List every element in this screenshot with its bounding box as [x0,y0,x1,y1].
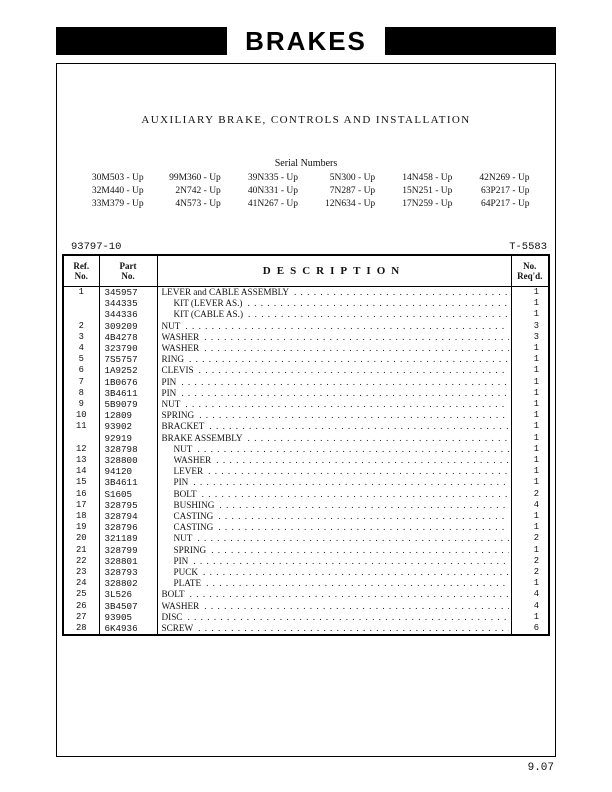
qty-cell: 2 [511,556,549,567]
table-row [63,410,549,421]
desc-text: CASTING [173,522,214,533]
desc-cell [157,533,511,544]
part-cell: 92919 [99,433,157,444]
dot-leader [197,533,508,544]
table-row [63,500,549,511]
desc-line [162,287,511,298]
dot-leader [189,354,509,365]
dot-leader [219,500,508,511]
plate-number: T-5583 [509,241,547,253]
desc-cell [157,298,511,309]
desc-cell [157,343,511,354]
dot-leader [206,578,508,589]
desc-cell [157,601,511,612]
desc-line [162,354,511,365]
desc-cell [157,309,511,320]
desc-line [174,545,511,556]
dot-leader [209,421,508,432]
desc-cell [157,466,511,477]
qty-cell: 1 [511,388,549,399]
table-row [63,601,549,612]
part-cell: 323790 [99,343,157,354]
desc-line [162,388,511,399]
ref-cell: 5 [63,354,99,365]
ref-cell [63,433,99,444]
content-box [56,63,556,757]
dot-leader [202,489,509,500]
ref-cell: 11 [63,421,99,432]
part-cell: 328796 [99,522,157,533]
dot-leader [248,298,509,309]
part-cell: 4B4278 [99,332,157,343]
ref-cell: 13 [63,455,99,466]
table-row [63,343,549,354]
part-cell: 6K4936 [99,623,157,635]
ref-cell: 14 [63,466,99,477]
table-row [63,365,549,376]
doc-number: 93797-10 [71,241,122,253]
desc-text: BUSHING [173,499,215,510]
part-cell: 3B4507 [99,601,157,612]
desc-cell [157,489,511,500]
qty-cell: 1 [511,444,549,455]
part-cell: 93902 [99,421,157,432]
qty-cell: 2 [511,533,549,544]
desc-cell [157,421,511,432]
desc-text: WASHER [173,455,212,466]
header-rule-left [56,27,227,55]
desc-text: SCREW [161,623,194,634]
desc-text: CLEVIS [161,365,194,376]
serial-number: 64P217 - Up [481,199,530,209]
desc-line [174,500,511,511]
dot-leader [204,343,508,354]
qty-cell: 1 [511,410,549,421]
desc-line [174,522,511,533]
dot-leader [193,477,508,488]
desc-text: NUT [173,443,193,454]
qty-cell: 1 [511,354,549,365]
desc-cell [157,332,511,343]
table-row [63,567,549,578]
part-cell: 328795 [99,500,157,511]
desc-line [174,477,511,488]
part-cell: 94120 [99,466,157,477]
desc-text: LEVER and CABLE ASSEMBLY [161,287,289,297]
desc-line [162,612,511,623]
part-cell: 5B9079 [99,399,157,410]
qty-cell: 1 [511,545,549,556]
serial-number: 32M440 - Up [91,186,144,196]
qty-cell: 1 [511,287,549,299]
table-row [63,309,549,320]
desc-line [174,455,511,466]
qty-cell: 1 [511,433,549,444]
parts-table-head [63,255,549,287]
ref-cell: 2 [63,321,99,332]
qty-cell: 1 [511,511,549,522]
desc-cell [157,477,511,488]
header-part-no [99,255,157,287]
desc-line [162,433,511,444]
part-cell: S1605 [99,489,157,500]
ref-cell: 9 [63,399,99,410]
table-row [63,533,549,544]
serial-number: 99M360 - Up [169,173,221,183]
desc-cell [157,287,511,299]
part-cell: 328800 [99,455,157,466]
part-cell: 93905 [99,612,157,623]
ref-cell: 26 [63,601,99,612]
qty-cell: 1 [511,365,549,376]
dot-leader [204,332,508,343]
header-part-line2: No. [121,271,135,281]
ref-cell: 17 [63,500,99,511]
ref-cell: 21 [63,545,99,556]
serial-number: 41N267 - Up [247,199,298,209]
qty-cell: 1 [511,343,549,354]
ref-cell: 16 [63,489,99,500]
ref-cell: 8 [63,388,99,399]
part-cell: 328793 [99,567,157,578]
serial-number: 7N287 - Up [329,186,376,196]
qty-cell: 1 [511,309,549,320]
dot-leader [203,567,508,578]
ref-cell: 3 [63,332,99,343]
qty-cell: 1 [511,578,549,589]
table-row [63,332,549,343]
desc-cell [157,354,511,365]
desc-line [174,444,511,455]
dot-leader [208,466,508,477]
desc-cell [157,511,511,522]
header-ref-line2: No. [74,271,88,281]
part-cell: 7S5757 [99,354,157,365]
dot-leader [218,522,508,533]
part-cell: 328798 [99,444,157,455]
part-cell: 3L526 [99,589,157,600]
desc-text: KIT (LEVER AS.) [173,298,243,309]
table-row [63,556,549,567]
desc-text: PLATE [173,578,202,589]
part-cell: 328799 [99,545,157,556]
serial-number: 30M503 - Up [91,173,144,183]
ref-cell: 7 [63,377,99,388]
desc-line [162,399,511,410]
desc-text: DISC [161,611,183,622]
ref-cell: 4 [63,343,99,354]
page-number: 9.07 [527,762,554,774]
dot-leader [216,455,508,466]
qty-cell: 1 [511,612,549,623]
desc-cell [157,500,511,511]
page-title: BRAKES [245,25,367,56]
desc-text: KIT (CABLE AS.) [173,309,244,320]
serial-number: 40N331 - Up [247,186,298,196]
qty-cell: 1 [511,298,549,309]
table-row [63,388,549,399]
desc-cell [157,567,511,578]
qty-cell: 4 [511,589,549,600]
page-header [56,26,556,56]
desc-cell [157,623,511,635]
serial-number: 33M379 - Up [91,199,144,209]
serial-number: 42N269 - Up [479,173,530,183]
serial-number: 15N251 - Up [402,186,453,196]
serial-number: 4N573 - Up [175,199,221,209]
ref-cell: 23 [63,567,99,578]
dot-leader [248,433,509,444]
desc-line [162,410,511,421]
desc-cell [157,612,511,623]
desc-text: BOLT [161,589,185,600]
header-no-reqd [511,255,549,287]
desc-line [174,533,511,544]
desc-line [174,511,511,522]
desc-text: BRAKE ASSEMBLY [161,432,243,443]
table-header-row [63,255,549,287]
desc-text: SPRING [161,410,195,421]
table-row [63,455,549,466]
qty-cell: 2 [511,489,549,500]
part-cell: 344336 [99,309,157,320]
table-row [63,578,549,589]
header-description: DESCRIPTION [157,255,511,287]
desc-line [174,309,511,320]
dot-leader [193,556,508,567]
table-row [63,433,549,444]
part-cell: 12809 [99,410,157,421]
desc-cell [157,321,511,332]
table-row [63,287,549,299]
serial-number: 5N300 - Up [329,173,376,183]
part-cell: 1B0676 [99,377,157,388]
dot-leader [187,612,508,623]
dot-leader [248,309,508,320]
qty-cell: 4 [511,601,549,612]
desc-cell [157,444,511,455]
ref-cell: 25 [63,589,99,600]
qty-cell: 2 [511,567,549,578]
header-ref-line1: Ref. [73,261,90,271]
qty-cell: 3 [511,332,549,343]
table-row [63,354,549,365]
desc-cell [157,556,511,567]
desc-cell [157,388,511,399]
desc-text: BOLT [173,488,197,499]
dot-leader [197,444,508,455]
desc-cell [157,589,511,600]
table-row [63,466,549,477]
desc-text: NUT [161,320,181,331]
desc-text: RING [161,354,184,365]
part-cell: 328794 [99,511,157,522]
header-rule-right [385,27,556,55]
desc-cell [157,455,511,466]
dot-leader [190,589,509,600]
dot-leader [185,399,508,410]
ref-cell: 12 [63,444,99,455]
dot-leader [181,388,508,399]
ref-cell: 20 [63,533,99,544]
part-cell: 3B4611 [99,388,157,399]
desc-text: PIN [161,387,177,398]
header-reqd-line2: Req'd. [517,271,543,281]
dot-leader [198,623,508,634]
header-reqd-line1: No. [523,261,537,271]
ref-cell: 24 [63,578,99,589]
ref-cell: 19 [63,522,99,533]
desc-line [162,589,511,600]
desc-text: PIN [173,555,189,566]
desc-text: WASHER [161,600,200,611]
dot-leader [211,545,508,556]
header-part-line1: Part [119,261,137,271]
table-row [63,612,549,623]
desc-text: NUT [173,533,193,544]
qty-cell: 3 [511,321,549,332]
dot-leader [199,365,509,376]
desc-line [174,578,511,589]
desc-line [162,421,511,432]
part-cell: 328802 [99,578,157,589]
desc-text: BRACKET [161,421,205,432]
parts-table-body [63,287,549,636]
ref-cell: 1 [63,287,99,299]
desc-text: CASTING [173,511,214,522]
desc-line [162,601,511,612]
dot-leader [204,601,508,612]
dot-leader [294,287,509,298]
qty-cell: 1 [511,477,549,488]
table-row [63,399,549,410]
header-ref-no [63,255,99,287]
desc-cell [157,365,511,376]
dot-leader [181,377,508,388]
serial-number: 39N335 - Up [247,173,298,183]
desc-text: WASHER [161,331,200,342]
desc-line [162,377,511,388]
parts-table [62,254,550,636]
table-row [63,589,549,600]
desc-line [162,343,511,354]
table-row [63,511,549,522]
desc-line [162,321,511,332]
desc-line [162,623,511,634]
desc-line [174,556,511,567]
desc-text: NUT [161,399,181,410]
desc-text: LEVER [173,466,204,477]
serial-number: 12N634 - Up [325,199,376,209]
desc-cell [157,578,511,589]
qty-cell: 6 [511,623,549,635]
part-cell: 344335 [99,298,157,309]
desc-cell [157,399,511,410]
desc-text: WASHER [161,343,200,354]
table-row [63,298,549,309]
part-cell: 321189 [99,533,157,544]
serial-number: 14N458 - Up [402,173,453,183]
serial-numbers-grid [74,172,537,211]
table-row [63,421,549,432]
part-cell: 309209 [99,321,157,332]
desc-line [162,365,511,376]
dot-leader [199,410,508,421]
ref-cell: 18 [63,511,99,522]
qty-cell: 1 [511,455,549,466]
serial-numbers-label: Serial Numbers [274,158,338,169]
ref-cell [63,309,99,320]
qty-cell: 4 [511,500,549,511]
ref-cell: 28 [63,623,99,635]
part-cell: 345957 [99,287,157,299]
table-row [63,377,549,388]
serial-number: 2N742 - Up [175,186,221,196]
section-heading: AUXILIARY BRAKE, CONTROLS AND INSTALLATION [141,114,471,126]
ref-cell: 10 [63,410,99,421]
part-cell: 3B4611 [99,477,157,488]
table-row [63,522,549,533]
desc-text: PIN [173,477,189,488]
part-cell: 328801 [99,556,157,567]
ref-cell: 15 [63,477,99,488]
desc-cell [157,410,511,421]
desc-text: PIN [161,376,177,387]
desc-cell [157,377,511,388]
desc-cell [157,545,511,556]
table-row [63,489,549,500]
qty-cell: 1 [511,421,549,432]
ref-cell: 6 [63,365,99,376]
ref-cell: 27 [63,612,99,623]
table-row [63,444,549,455]
table-meta [71,241,547,253]
desc-line [162,332,511,343]
ref-cell: 22 [63,556,99,567]
qty-cell: 1 [511,522,549,533]
qty-cell: 1 [511,377,549,388]
serial-number: 17N259 - Up [402,199,453,209]
desc-cell [157,522,511,533]
desc-line [174,298,511,309]
desc-line [174,567,511,578]
table-row [63,623,549,635]
qty-cell: 1 [511,399,549,410]
table-row [63,477,549,488]
desc-text: SPRING [173,544,207,555]
part-cell: 1A9252 [99,365,157,376]
desc-text: PUCK [173,567,199,578]
dot-leader [218,511,508,522]
desc-line [174,489,511,500]
desc-line [174,466,511,477]
desc-cell [157,433,511,444]
qty-cell: 1 [511,466,549,477]
ref-cell [63,298,99,309]
serial-number: 63P217 - Up [481,186,530,196]
dot-leader [185,321,508,332]
table-row [63,545,549,556]
table-row [63,321,549,332]
